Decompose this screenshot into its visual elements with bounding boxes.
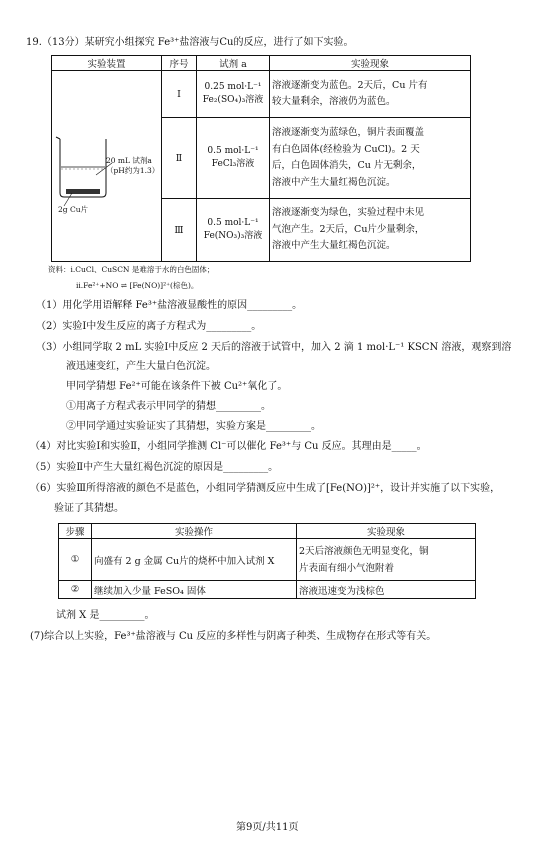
- reference-note-1: 资料：ⅰ.CuCl、CuSCN 是难溶于水的白色固体；: [48, 265, 215, 274]
- table-header-row: [52, 56, 471, 71]
- page-number: 第9页/共11页: [236, 822, 299, 833]
- step-observation: [297, 539, 476, 581]
- question-4: （4）对比实验Ⅰ和实验Ⅱ，小组同学推测 Cl⁻可以催化 Fe³⁺与 Cu 反应。其理由是_____。: [30, 441, 427, 452]
- reagent-concentration: 0.5 mol·L⁻¹: [207, 218, 259, 229]
- step-number: ①: [59, 539, 92, 581]
- header-reagent: 试剂 a: [197, 56, 270, 71]
- beaker-illustration: [52, 71, 160, 261]
- apparatus-cell: [52, 71, 162, 262]
- experiment-table: [51, 55, 471, 262]
- question-1: （1）用化学用语解释 Fe³⁺盐溶液显酸性的原因_________。: [36, 300, 303, 311]
- row-reagent: [197, 71, 270, 118]
- reagent-concentration: 0.5 mol·L⁻¹: [207, 146, 259, 157]
- observation-line: 溶液逐渐变为绿色，实验过程中未见: [272, 207, 425, 219]
- reference-note-2: ⅱ.Fe²⁺+NO ⇌ [Fe(NO)]²⁺(棕色)。: [76, 281, 199, 290]
- question-6-reagent-x: 试剂 X 是_________。: [56, 610, 155, 621]
- row-number: Ⅰ: [162, 71, 197, 118]
- header-apparatus: 实验装置: [52, 56, 162, 71]
- observation-line: 较大量剩余，溶液仍为蓝色。: [272, 96, 396, 108]
- step-operation: 继续加入少量 FeSO₄ 固体: [92, 581, 297, 599]
- question-3-line-3: 甲同学猜想 Fe²⁺可能在该条件下被 Cu²⁺氧化了。: [66, 381, 288, 392]
- apparatus-cu-label: 2g Cu片: [58, 205, 89, 214]
- observation-line: 片表面有细小气泡附着: [299, 562, 395, 574]
- step-number: ②: [59, 581, 92, 599]
- header-observation: 实验现象: [297, 524, 476, 539]
- question-6-line-1: （6）实验Ⅲ所得溶液的颜色不是蓝色，小组同学猜测反应中生成了[Fe(NO)]²⁺，设计并实施了以下实验，: [30, 483, 501, 494]
- observation-line: 气泡产生。2天后，Cu片少量剩余，: [272, 223, 425, 235]
- observation-line: 溶液逐渐变为蓝绿色，铜片表面覆盖: [272, 127, 425, 139]
- question-6-line-2: 验证了其猜想。: [54, 503, 124, 514]
- header-observation: 实验现象: [270, 56, 471, 71]
- row-observation: [270, 199, 471, 262]
- header-operation: 实验操作: [92, 524, 297, 539]
- table-row: [59, 539, 476, 581]
- question-5: （5）实验Ⅱ中产生大量红褐色沉淀的原因是_________。: [30, 462, 279, 473]
- apparatus-ph-label: （pH约为1.3）: [106, 166, 160, 175]
- question-3-line-4: ①用离子方程式表示甲同学的猜想_________。: [66, 401, 271, 412]
- header-number: 序号: [162, 56, 197, 71]
- reagent-name: Fe₂(SO₄)₃溶液: [202, 95, 264, 106]
- observation-line: 溶液中产生大量红褐色沉淀。: [272, 176, 396, 188]
- observation-line: 后，白色固体消失，Cu 片无剩余，: [272, 160, 422, 172]
- step-operation: 向盛有 2 g 金属 Cu片的烧杯中加入试剂 X: [92, 539, 297, 581]
- question-19-header: 19.（13分）某研究小组探究 Fe³⁺盐溶液与Cu的反应，进行了如下实验。: [26, 37, 354, 48]
- observation-line: 溶液中产生大量红褐色沉淀。: [272, 240, 396, 252]
- table-header-row: [59, 524, 476, 539]
- question-7: (7)综合以上实验，Fe³⁺盐溶液与 Cu 反应的多样性与阴离子种类、生成物存在形式等有关。: [30, 631, 437, 642]
- reagent-name: FeCl₃溶液: [211, 159, 255, 170]
- row-reagent: [197, 118, 270, 199]
- observation-line: 有白色固体(经检验为 CuCl)。2 天: [272, 143, 420, 155]
- step-observation: 溶液迅速变为浅棕色: [297, 581, 476, 599]
- question-3-line-1: （3）小组同学取 2 mL 实验Ⅰ中反应 2 天后的溶液于试管中，加入 2 滴 1 mol·L⁻¹ KSCN 溶液，观察到溶: [36, 342, 512, 353]
- reagent-name: Fe(NO₃)₃溶液: [203, 231, 263, 242]
- question-2: （2）实验Ⅰ中发生反应的离子方程式为_________。: [36, 321, 262, 332]
- row-reagent: [197, 199, 270, 262]
- question-3-line-2: 液迅速变红，产生大量白色沉淀。: [66, 361, 216, 372]
- observation-line: 2天后溶液颜色无明显变化，铜: [299, 545, 429, 557]
- question-3-line-5: ②甲同学通过实验证实了其猜想，实验方案是_________。: [66, 421, 321, 432]
- apparatus-reagent-label: 20 mL 试剂a: [106, 156, 152, 165]
- header-step: 步骤: [59, 524, 92, 539]
- row-number: Ⅲ: [162, 199, 197, 262]
- row-observation: [270, 118, 471, 199]
- table-row: [52, 71, 471, 118]
- observation-line: 溶液逐渐变为蓝色。2天后，Cu 片有: [272, 79, 428, 91]
- table-row: [59, 581, 476, 599]
- row-observation: [270, 71, 471, 118]
- row-number: Ⅱ: [162, 118, 197, 199]
- verification-table: [58, 523, 476, 599]
- reagent-concentration: 0.25 mol·L⁻¹: [204, 82, 262, 93]
